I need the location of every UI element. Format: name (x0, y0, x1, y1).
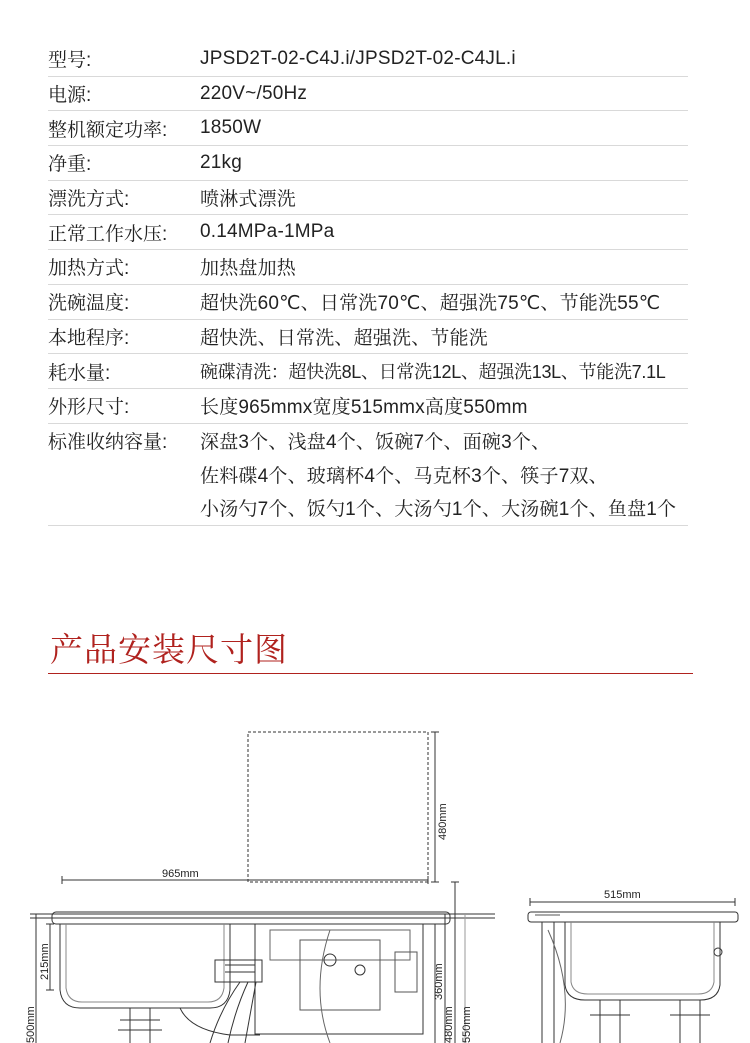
spec-value: 喷淋式漂洗 (200, 189, 297, 211)
dim-label-360: 360mm (433, 963, 445, 1000)
spec-label: 加热方式: (48, 258, 130, 280)
spec-value: 0.14MPa-1MPa (200, 221, 335, 243)
spec-value: 长度965mmx宽度515mmx高度550mm (200, 397, 528, 419)
section-title: 产品安装尺寸图 (50, 631, 288, 668)
spec-row-rinse-method (48, 181, 688, 216)
spec-value: 碗碟清洗：超快洗8L、日常洗12L、超强洗13L、节能洗7.1L (200, 362, 666, 383)
dim-label-480-side: 480mm (443, 1006, 455, 1043)
spec-row-heating-method (48, 250, 688, 285)
spec-row-water-pressure (48, 215, 688, 250)
spec-row-capacity-cont (48, 491, 688, 526)
spec-label: 标准收纳容量: (48, 431, 168, 453)
spec-row-water-consumption (48, 354, 688, 389)
spec-label: 正常工作水压: (48, 223, 168, 245)
spec-value: 超快洗、日常洗、超强洗、节能洗 (200, 327, 489, 349)
spec-label: 耗水量: (48, 362, 111, 384)
spec-value: 1850W (200, 117, 262, 139)
spec-value: JPSD2T-02-C4J.i/JPSD2T-02-C4JL.i (200, 47, 516, 69)
spec-row-dimensions (48, 389, 688, 424)
spec-label: 漂洗方式: (48, 189, 130, 211)
spec-value: 小汤勺7个、饭勺1个、大汤勺1个、大汤碗1个、鱼盘1个 (200, 499, 677, 521)
spec-row-wash-temperature (48, 285, 688, 320)
cabinet-outline (248, 732, 428, 882)
spec-table (48, 42, 688, 526)
spec-value: 超快洗60℃、日常洗70℃、超强洗75℃、节能洗55℃ (200, 293, 661, 315)
spec-row-net-weight (48, 146, 688, 181)
dim-label-515: 515mm (604, 889, 641, 901)
spec-label: 整机额定功率: (48, 119, 168, 141)
section-divider (48, 673, 693, 674)
spec-value: 佐料碟4个、玻璃杯4个、马克杯3个、筷子7双、 (200, 465, 608, 487)
spec-value: 深盘3个、浅盘4个、饭碗7个、面碗3个、 (200, 431, 551, 453)
spec-row-rated-power (48, 111, 688, 146)
spec-row-capacity-cont (48, 457, 688, 491)
spec-label: 电源: (48, 85, 92, 107)
spec-label: 洗碗温度: (48, 293, 130, 315)
spec-value: 220V~/50Hz (200, 82, 308, 104)
spec-label: 本地程序: (48, 327, 130, 349)
spec-row-programs (48, 320, 688, 355)
spec-label: 型号: (48, 50, 92, 72)
spec-row-capacity (48, 424, 688, 458)
dim-label-500: 500mm (25, 1006, 37, 1043)
dim-label-215: 215mm (39, 943, 51, 980)
spec-value: 加热盘加热 (200, 258, 297, 280)
spec-row-power-supply (48, 77, 688, 112)
spec-row-model (48, 42, 688, 77)
dim-label-965: 965mm (162, 868, 199, 880)
spec-value: 21kg (200, 151, 243, 173)
dim-label-480-top: 480mm (437, 803, 449, 840)
spec-label: 外形尺寸: (48, 397, 130, 419)
installation-dimension-drawing (0, 690, 750, 1043)
dim-label-550: 550mm (461, 1006, 473, 1043)
spec-label: 净重: (48, 154, 92, 176)
